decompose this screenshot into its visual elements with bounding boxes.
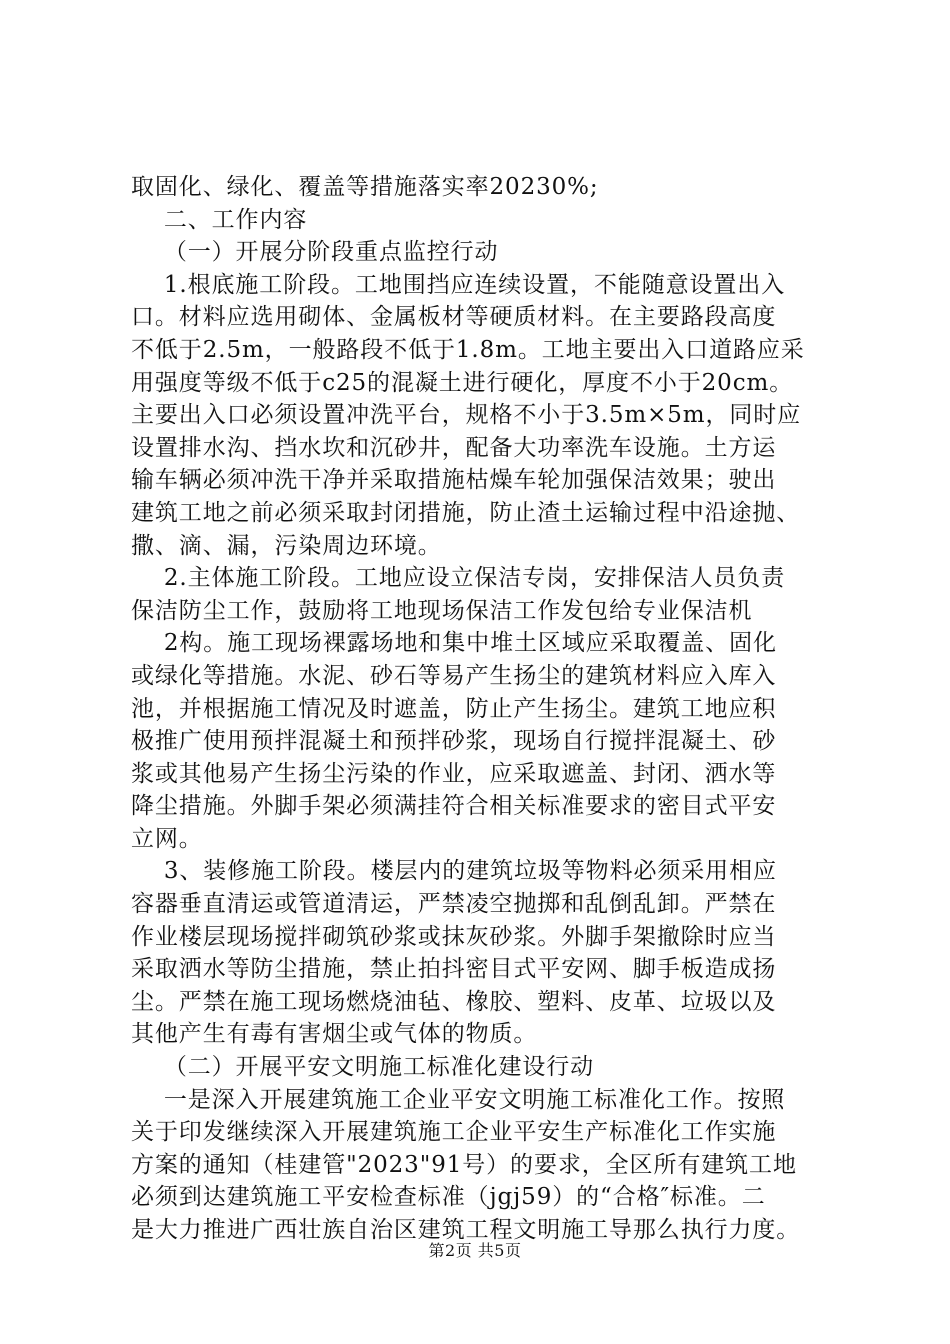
text-line: 1.根底施工阶段。工地围挡应连续设置，不能随意设置出入 [131,271,786,298]
section-heading: 二、工作内容 [131,206,308,233]
text-line: 2.主体施工阶段。工地应设立保洁专岗，安排保洁人员负责 [131,565,786,592]
text-line: 口。材料应选用砌体、金属板材等硬质材料。在主要路段高度 [131,304,777,331]
text-line: 尘。严禁在施工现场燃烧油毡、橡胶、塑料、皮革、垃圾以及 [131,988,777,1015]
text-line: 方案的通知（桂建管"2023"91号）的要求，全区所有建筑工地 [131,1151,797,1178]
text-line: 极推广使用预拌混凝土和预拌砂浆，现场自行搅拌混凝土、砂 [131,728,777,755]
text-line: 输车辆必须冲洗干净并采取措施枯燥车轮加强保洁效果；驶出 [131,467,777,494]
text-line: 设置排水沟、挡水坎和沉砂井，配备大功率洗车设施。土方运 [131,434,777,461]
text-line: 必须到达建筑施工平安检查标准（jgj59）的“合格″标准。二 [131,1184,766,1211]
document-body [131,171,837,1247]
text-line: 不低于2.5m，一般路段不低于1.8m。工地主要出入口道路应采 [131,336,805,363]
text-line: 作业楼层现场搅拌砌筑砂浆或抹灰砂浆。外脚手架撤除时应当 [131,923,777,950]
text-line: 浆或其他易产生扬尘污染的作业，应采取遮盖、封闭、洒水等 [131,760,777,787]
text-line: 3、装修施工阶段。楼层内的建筑垃圾等物料必须采用相应 [131,858,777,885]
text-line: 采取洒水等防尘措施，禁止拍抖密目式平安网、脚手板造成扬 [131,956,777,983]
text-line: 池，并根据施工情况及时遮盖，防止产生扬尘。建筑工地应积 [131,695,777,722]
text-line: 撒、滴、漏，污染周边环境。 [131,532,442,559]
text-line: 取固化、绿化、覆盖等措施落实率20230%; [131,174,599,200]
text-line: 是大力推进广西壮族自治区建筑工程文明施工导那么执行力度。 [131,1217,801,1243]
page-number-footer: 第2页 共5页 [428,1241,522,1260]
text-line: 建筑工地之前必须采取封闭措施，防止渣土运输过程中沿途抛、 [131,499,801,526]
text-line: 容器垂直清运或管道清运，严禁凌空抛掷和乱倒乱卸。严禁在 [131,891,777,918]
text-line: 其他产生有毒有害烟尘或气体的物质。 [131,1021,538,1048]
text-line: 用强度等级不低于c25的混凝土进行硬化，厚度不小于20cm。 [131,369,794,396]
text-line: 2构。施工现场裸露场地和集中堆土区域应采取覆盖、固化 [131,630,777,657]
text-line: 降尘措施。外脚手架必须满挂符合相关标准要求的密目式平安 [131,793,777,820]
text-line: 关于印发继续深入开展建筑施工企业平安生产标准化工作实施 [131,1119,777,1146]
text-line: 一是深入开展建筑施工企业平安文明施工标准化工作。按照 [131,1086,786,1113]
subsection-heading: （一）开展分阶段重点监控行动 [131,239,499,266]
text-line: 立网。 [131,825,203,852]
subsection-heading: （二）开展平安文明施工标准化建设行动 [131,1054,595,1081]
text-line: 主要出入口必须设置冲洗平台，规格不小于3.5m×5m，同时应 [131,402,802,429]
text-line: 保洁防尘工作，鼓励将工地现场保洁工作发包给专业保洁机 [131,597,753,624]
text-line: 或绿化等措施。水泥、砂石等易产生扬尘的建筑材料应入库入 [131,662,777,689]
